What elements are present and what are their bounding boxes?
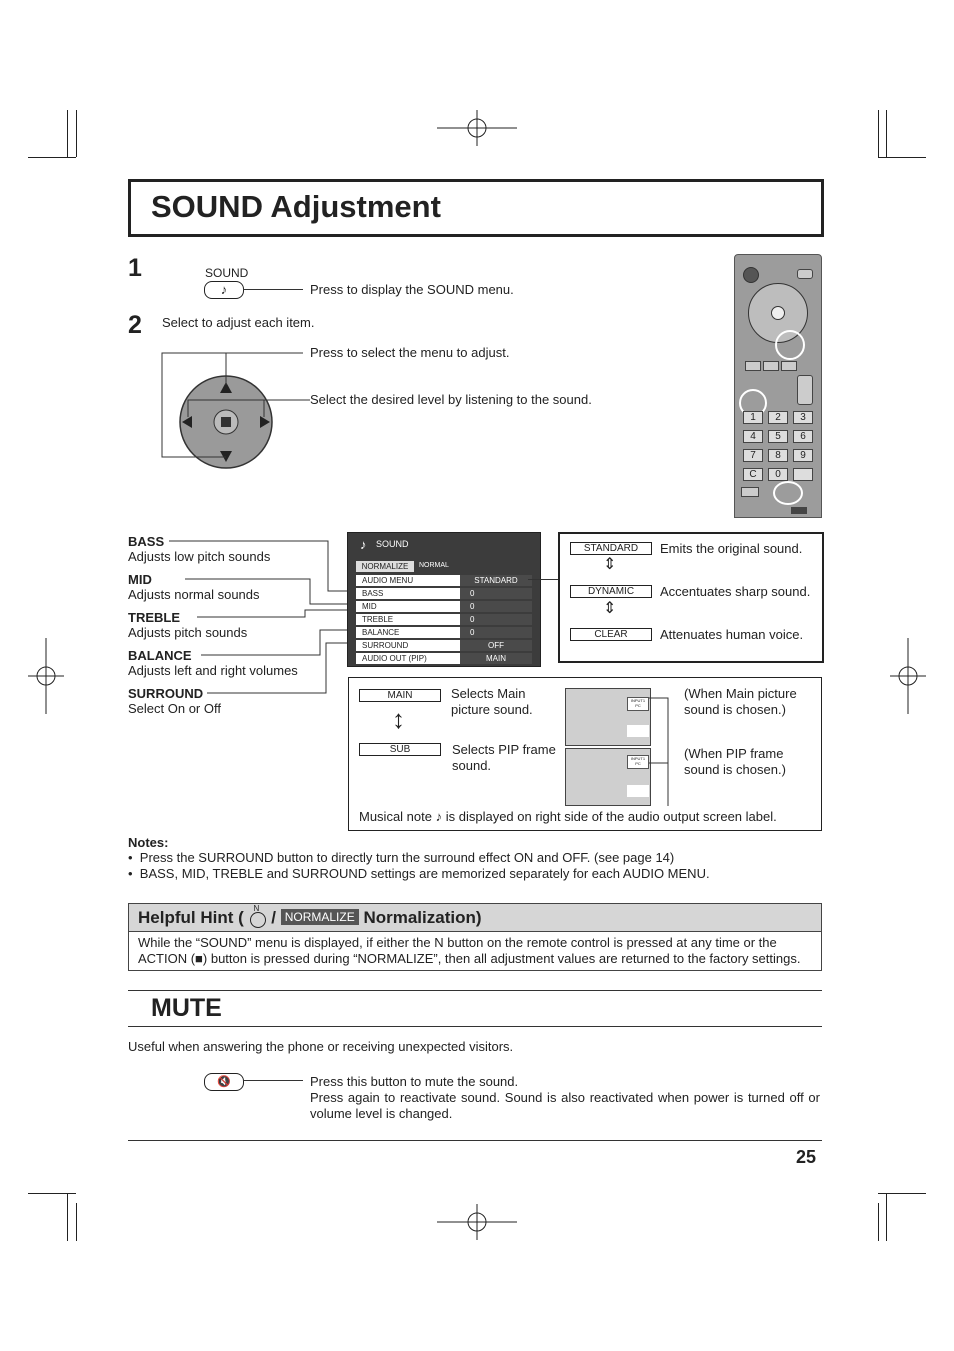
crop-mark [67,110,68,157]
osd-row[interactable] [356,653,532,664]
remote-key: 5 [768,430,788,443]
crop-mark [878,110,879,157]
registration-mark-left [28,638,64,714]
pip-note: sound is chosen.) [684,762,786,777]
audio-out-main-desc: picture sound. [451,702,533,717]
sound-osd-menu [347,532,541,667]
mute-intro: Useful when answering the phone or receiving unexpected visitors. [128,1039,514,1054]
osd-row-value: 0 [460,588,532,599]
note-item: • Press the SURROUND button to directly turn the surround effect ON and OFF. (see page 14) [128,850,675,865]
updown-arrow-icon: ⇕ [603,556,617,573]
main-screen-image [565,688,651,746]
note-text: Press the SURROUND button to directly turn the surround effect ON and OFF. (see page 14) [139,850,675,865]
volume-button-icon [797,375,813,405]
hint-suffix: Normalization) [363,908,482,927]
step-2-number: 2 [128,311,142,339]
leader-line [243,289,303,290]
mute-line1: Press this button to mute the sound. [310,1074,519,1089]
osd-row-label: AUDIO OUT (PIP) [362,654,427,663]
osd-row[interactable] [356,614,532,625]
leader-line [243,1080,303,1081]
audio-out-sub-desc: sound. [452,758,492,773]
hint-header [128,903,822,932]
osd-row[interactable] [356,575,532,586]
updown-arrow-icon: ↕ [392,704,405,734]
surround-button-highlight [773,481,803,505]
page-number: 25 [796,1147,817,1167]
audio-menu-option: STANDARD [570,542,652,555]
registration-mark-top [437,110,517,146]
audio-out-main-label: MAIN [359,689,441,702]
osd-row[interactable] [356,640,532,651]
osd-row-label: AUDIO MENU [362,576,414,585]
sound-button-highlight [775,330,805,360]
remote-key: C [743,468,763,481]
n-button-label: N [253,904,260,913]
updown-arrow-icon: ⇕ [603,600,617,617]
sound-button-icon: ♪ [204,281,244,299]
pip-note: (When PIP frame [684,746,784,761]
osd-row[interactable] [356,627,532,638]
note-text: BASS, MID, TREBLE and SURROUND settings are memorized separately for each AUDIO MENU. [139,866,710,881]
hint-body [128,930,822,971]
musical-note-pre: Musical note [359,809,432,824]
divider [128,990,822,991]
item-desc: Adjusts low pitch sounds [128,549,271,564]
normalize-chip: NORMALIZE [281,909,359,925]
screen-label: INPUT1 [630,698,646,703]
item-desc: Select On or Off [128,701,221,716]
crop-mark [886,110,887,157]
item-desc: Adjusts normal sounds [128,587,260,602]
step-2-text: Select to adjust each item. [162,315,315,330]
hint-slash: / [271,908,276,927]
osd-row-label: MID [362,602,377,611]
remote-key: 6 [793,430,813,443]
main-note: (When Main picture [684,686,797,701]
osd-row[interactable] [356,601,532,612]
osd-row-value: 0 [460,601,532,612]
audio-out-box [348,677,822,831]
osd-row-value: 0 [460,627,532,638]
sound-button-label: SOUND [205,266,249,280]
remote-key: 3 [793,411,813,424]
item-desc: Adjusts pitch sounds [128,625,248,640]
mute-button-icon: 🔇 [204,1073,244,1091]
osd-normalize-button[interactable]: NORMALIZE [356,561,414,572]
item-leader-lines [165,540,357,695]
osd-row-label: TREBLE [362,615,394,624]
hint-title [138,904,482,928]
mute-title: MUTE [151,994,222,1022]
osd-row-value: MAIN [460,653,532,664]
updown-text: Press to select the menu to adjust. [310,345,510,360]
remote-keys-row-0 [745,358,797,368]
remote-key: 9 [793,449,813,462]
osd-row-value: 0 [460,614,532,625]
crop-mark [76,110,77,157]
osd-row-value: OFF [460,640,532,651]
audio-menu-desc: Attenuates human voice. [660,627,804,642]
remote-key: 2 [768,411,788,424]
screen-leader-lines [649,688,671,808]
musical-note-post: is displayed on right side of the audio output screen label. [445,809,777,824]
screen-label: INPUT1 [630,756,646,761]
osd-row-label: BALANCE [362,628,400,637]
remote-key: 7 [743,449,763,462]
direction-pad-icon [160,347,310,472]
remote-control [734,254,822,518]
leftright-text: Select the desired level by listening to the sound. [310,392,592,407]
audio-menu-option: CLEAR [570,628,652,641]
remote-numpad [743,411,815,481]
audio-menu-desc: Accentuates sharp sound. [660,584,811,599]
audio-out-sub-desc: Selects PIP frame [452,742,556,757]
remote-key: 0 [768,468,788,481]
step-1-number: 1 [128,254,142,282]
audio-menu-box [558,532,824,663]
main-note: sound is chosen.) [684,702,786,717]
divider [128,1140,822,1141]
screen-label: PC [635,761,641,766]
audio-menu-desc: Emits the original sound. [660,541,803,556]
hint-prefix: Helpful Hint ( [138,908,244,927]
page-title: SOUND Adjustment [151,189,441,224]
leader-line [528,579,560,580]
item-name: SURROUND [128,686,204,701]
audio-menu-option: DYNAMIC [570,585,652,598]
musical-note-text [359,809,777,824]
crop-mark [28,1193,76,1194]
audio-out-sub-label: SUB [359,743,441,756]
osd-row-label: BASS [362,589,384,598]
item-name: BASS [128,534,165,549]
osd-row-value: STANDARD [460,575,532,586]
remote-key: 4 [743,430,763,443]
item-name: BALANCE [128,648,192,663]
aspect-button-icon [741,487,759,497]
remote-key: 1 [743,411,763,424]
title-box [128,179,824,237]
hint-text: While the “SOUND” menu is displayed, if either the N button on the remote control is pressed at any time or the ACTION (■) button is pressed during “NORMALIZE”, then all adjustment values are returned to the factory settings. [138,935,801,966]
remote-bottom-key [791,507,807,514]
osd-normal-label: NORMAL [419,562,449,569]
divider [128,1026,822,1027]
crop-mark [67,1193,68,1241]
crop-mark [76,1203,77,1241]
item-name: TREBLE [128,610,180,625]
crop-mark [878,1203,879,1241]
notes-title: Notes: [128,835,169,850]
item-desc: Adjusts left and right volumes [128,663,298,678]
off-button-icon [797,269,813,279]
step-1-text: Press to display the SOUND menu. [310,282,514,297]
registration-mark-bottom [437,1204,517,1240]
crop-mark [28,157,76,158]
osd-title: SOUND [376,539,409,549]
power-button-icon [743,267,759,283]
osd-row-label: SURROUND [362,641,409,650]
registration-mark-right [890,638,926,714]
n-button-icon [249,904,267,926]
remote-key: 8 [768,449,788,462]
screen-label: PC [635,703,641,708]
osd-row[interactable] [356,588,532,599]
pip-screen-image [565,748,651,806]
crop-mark [886,1193,887,1241]
crop-mark [878,157,926,158]
item-name: MID [128,572,152,587]
music-note-icon: ♪ [360,537,367,552]
mute-line2: Press again to reactivate sound. Sound is also reactivated when power is turned off or volume level is changed. [310,1090,820,1121]
note-item: • BASS, MID, TREBLE and SURROUND settings are memorized separately for each AUDIO MENU. [128,866,710,881]
audio-out-main-desc: Selects Main [451,686,526,701]
music-note-icon: ♪ [435,809,443,824]
